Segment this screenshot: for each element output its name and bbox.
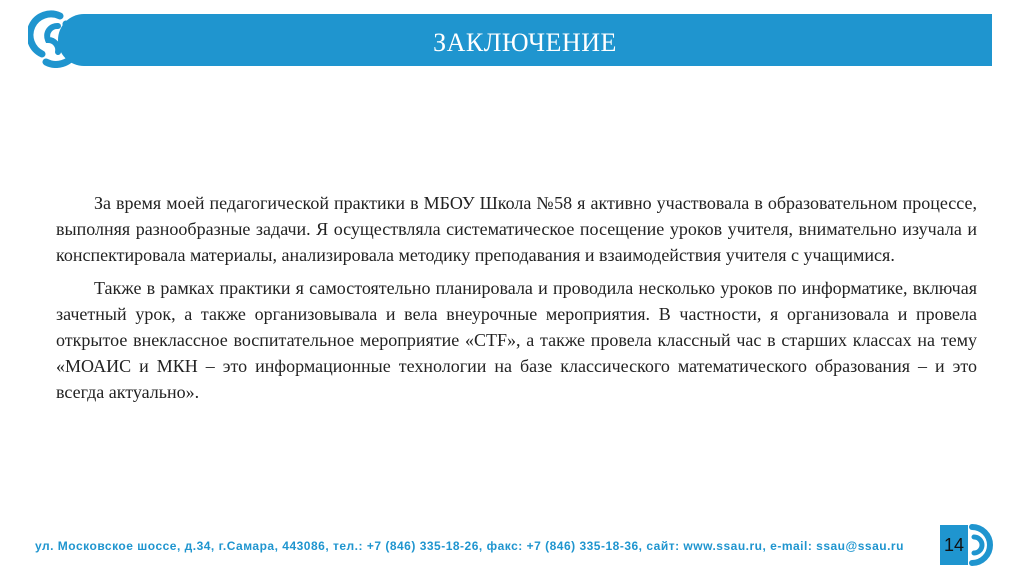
- slide-title: ЗАКЛЮЧЕНИЕ: [433, 28, 617, 57]
- title-bar: [58, 14, 992, 66]
- ssau-logo-icon: [966, 523, 996, 567]
- slide-body: [56, 190, 977, 412]
- paragraph-2: Также в рамках практики я самостоятельно планировала и проводила несколько уроков по информатике, включая зачетный урок, а также организовывала и вела внеурочные мероприятия. В частности, я организовала и провела открытое внеклассное воспитательное мероприятие «CTF», а также провела классный час в старших классах на тему «МОАИС и МКН – это информационные технологии на базе классического математического образования – и это всегда актуально».: [56, 278, 977, 402]
- paragraph-1: За время моей педагогической практики в МБОУ Школа №58 я активно участвовала в образовательном процессе, выполняя разнообразные задачи. Я осуществляла систематическое посещение уроков учителя, внимательно изучала и конспектировала материалы, анализировала методику преподавания и взаимодействия учителя с учащимися.: [56, 193, 977, 265]
- page-number: 14: [940, 525, 968, 565]
- footer-contacts: ул. Московское шоссе, д.34, г.Самара, 443086, тел.: +7 (846) 335-18-26, факс: +7 (846) 335-18-36, сайт: www.ssau.ru, e-mail: ssau@ssau.ru: [35, 539, 904, 553]
